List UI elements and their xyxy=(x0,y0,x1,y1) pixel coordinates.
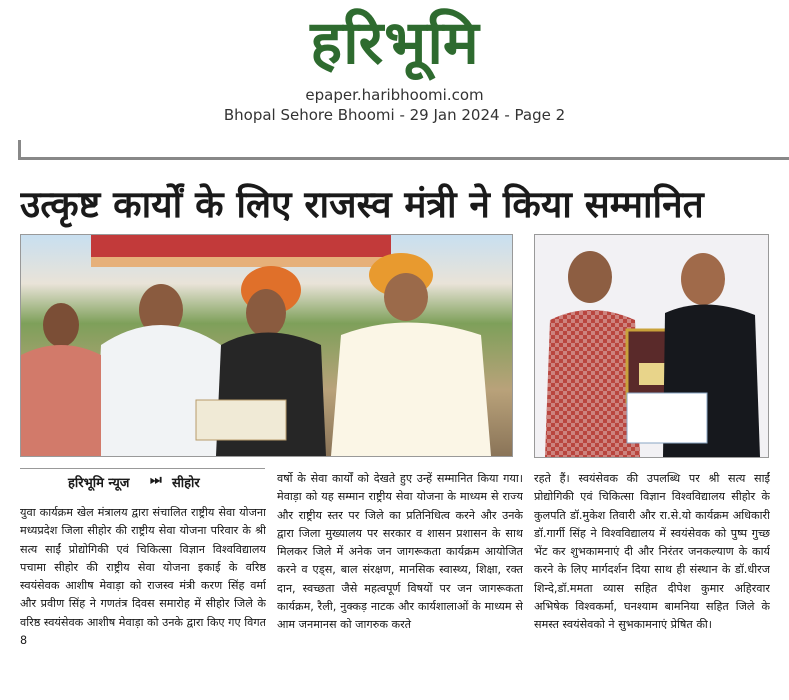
site-url: epaper.haribhoomi.com xyxy=(305,86,484,104)
masthead xyxy=(0,0,789,132)
edition-line: Bhopal Sehore Bhoomi - 29 Jan 2024 - Page 2 xyxy=(223,106,566,124)
logo xyxy=(240,4,550,82)
article-column-3: रहते हैं। स्वयंसेवक की उपलब्धि पर श्री सत्य साईं प्रोद्योगिकी एवं चिकित्सा विज्ञान विश्वविद्यालय सीहोर के कुलपति डॉ.मुकेश तिवारी और रा.से.यो कार्यक्रम अधिकारी डॉ.गार्गी सिंह ने विश्वविद्यालय में स्वयंसेवक को पुष्प गुच्छ भेंट कर शुभकामनाएं दी और निरंतर जनकल्याण के कार्य करने के लिए मार्गदर्शन दिया साथ ही संस्थान के डॉ.धीरज शिन्दे,डॉ.ममता व्यास सहित दीपेश कुमार अहिरवार अभिषेक विश्वकर्मा, घनश्याम बामनिया सहित जिले के समस्त स्वयंसेवको ने सुभकामनाएं प्रेषित की। xyxy=(534,472,770,632)
byline-source: हरिभूमि न्यूज xyxy=(68,476,130,491)
logo-text: हरिभूमि xyxy=(310,8,480,78)
forward-arrows-icon: ⏭ xyxy=(150,473,162,488)
award-photo xyxy=(534,234,769,458)
article-column-1: युवा कार्यक्रम खेल मंत्रालय द्वारा संचालित राष्ट्रीय सेवा योजना मध्यप्रदेश जिला सीहोर की राष्ट्रीय सेवा योजना परिवार के श्री सत्य साईं प्रोद्योगिकी एवं चिकित्सा विज्ञान विश्वविद्यालय पचामा सीहोर की राष्ट्रीय सेवा योजना इकाई के वरिष्ठ स्वयंसेवक आशीष मेवाड़ा को राजस्व मंत्री करण सिंह वर्मा और प्रवीण सिंह ने गणतंत्र दिवस समारोह में सीहोर जिले के वरिष्ठ स्वयंसेवक आशीष मेवाड़ा को उनके द्वारा किए गए विगत 8 xyxy=(20,506,266,648)
byline-place: सीहोर xyxy=(172,476,200,491)
article-column-2: वर्षो के सेवा कार्यों को देखते हुए उन्हें सम्मानित किया गया। मेवाड़ा को यह सम्मान राष्ट्रीय सेवा योजना के माध्यम से राज्य और राष्ट्रीय स्तर पर जिले का प्रतिनिधित्व करने और उनके द्वारा जिला मुख्यालय पर सरकार व शासन प्रशासन के साथ मिलकर जिले में अनेक जन जागरूकता कार्यक्रम आयोजित करने व एड्स, बाल संरक्षण, मानसिक स्वास्थ्य, शिक्षा, रक्त दान, स्वच्छता जैसे महत्वपूर्ण विषयों पर जन जागरूकता कार्यक्रम, रैली, नुक्कड़ नाटक और कार्यशालाओं के माध्यम से आम जनमानस को जागरुक करते xyxy=(277,472,523,632)
byline xyxy=(20,468,265,489)
ceremony-photo xyxy=(20,234,513,457)
headline: उत्कृष्ट कार्यों के लिए राजस्व मंत्री ने किया सम्मानित xyxy=(20,183,704,226)
section-rule xyxy=(18,140,789,160)
